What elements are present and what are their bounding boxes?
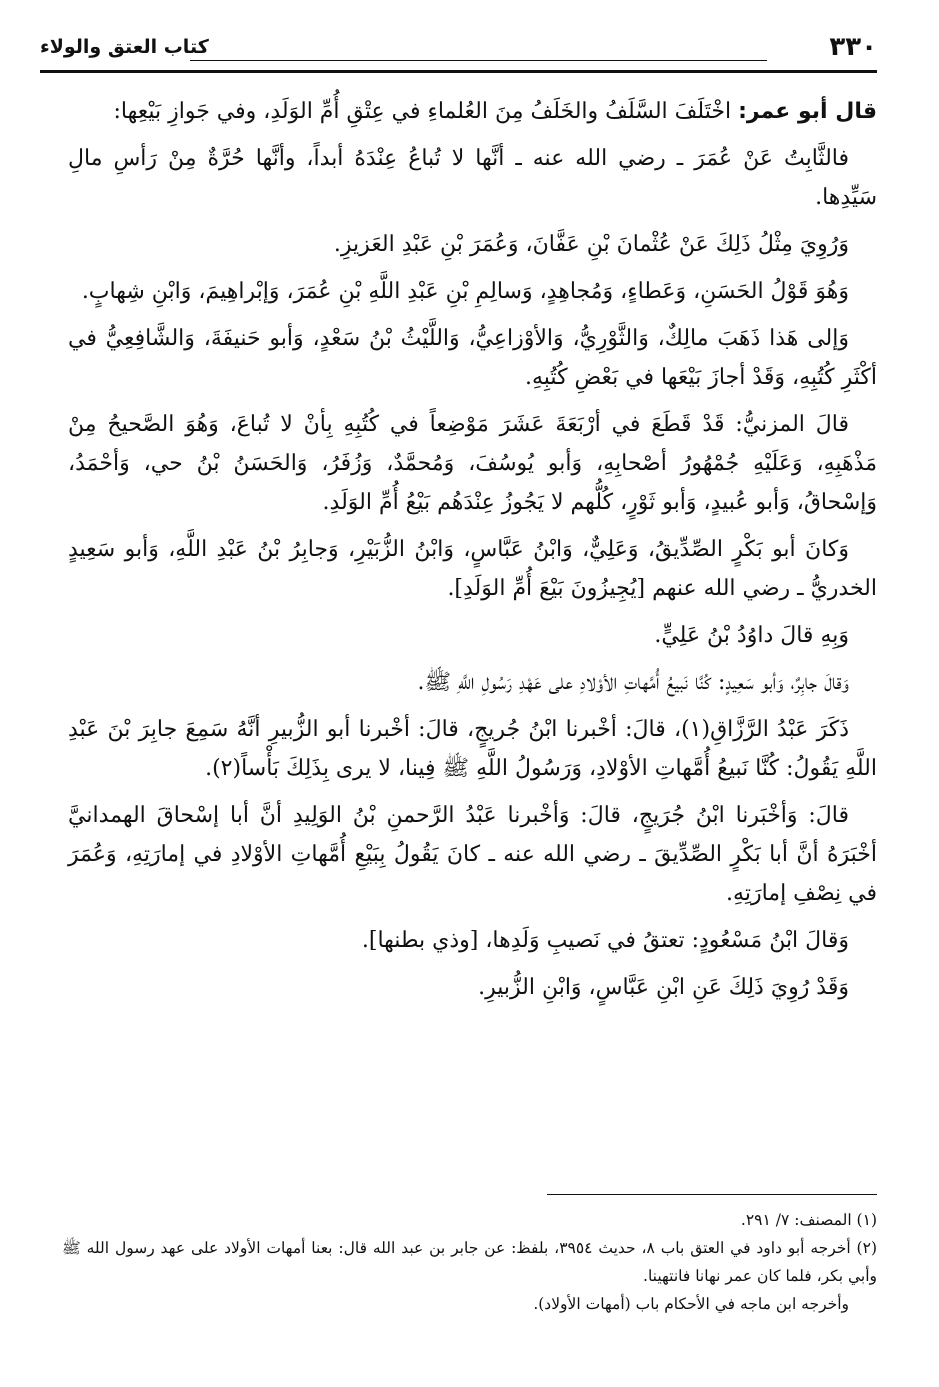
- paragraph-8: وَبِهِ قالَ داوُدُ بْنُ عَلِيٍّ.: [654, 623, 849, 648]
- footnote-2-continuation: وأخرجه ابن ماجه في الأحكام باب (أمهات الأولاد).: [533, 1295, 849, 1313]
- book-title: كتاب العتق والولاء: [40, 36, 209, 58]
- page-number: ٣٣٠: [829, 32, 877, 62]
- paragraph-7: وَكانَ أبو بَكْرٍ الصِّدِّيقُ، وَعَلِيٌّ، وَابْنُ عَبَّاسٍ، وَابْنُ الزُّبَيْرِ، وَجابِرُ بْنُ عَبْدِ اللَّهِ، وَأبو سَعِيدٍ الخدريُّ ـ رضي الله عنهم [يُجِيزُونَ بَيْعَ أُمِّ الوَلَدِ].: [68, 537, 877, 601]
- footnotes: [62, 1206, 877, 1318]
- page-header: [40, 30, 877, 73]
- paragraph-2: فالثَّابِتُ عَنْ عُمَرَ ـ رضي الله عنه ـ أنَّها لا تُباعُ عِنْدَهُ أبداً، وأنَّها حُرَّةٌ مِنْ رَأسِ مالِ سَيِّدِها.: [68, 146, 877, 210]
- paragraph-12: وَقالَ ابْنُ مَسْعُودٍ: تعتقُ في نَصيبِ وَلَدِها، [وذي بطنها].: [361, 928, 849, 953]
- header-rule: [190, 60, 767, 61]
- paragraph-9: وَقالَ جابِرٌ، وَأبو سَعِيدٍ: كُنَّا نَبيعُ أُمَّهاتِ الأوْلادِ على عَهْدِ رَسُولِ اللَّهِ ﷺ.: [417, 670, 849, 695]
- paragraph-4: وَهُوَ قَوْلُ الحَسَنِ، وَعَطاءٍ، وَمُجاهِدٍ، وَسالِمِ بْنِ عَبْدِ اللَّهِ بْنِ عُمَرَ، وَإبْراهِيمَ، وَابْنِ شِهابٍ.: [81, 279, 849, 304]
- main-text: [68, 92, 877, 1015]
- paragraph-5: وَإلى هَذا ذَهَبَ مالِكٌ، وَالثَّوْرِيُّ، وَالأوْزاعِيُّ، وَاللَّيْثُ بْنُ سَعْدٍ، وَأبو حَنيفَةَ، وَالشَّافِعِيُّ في أكْثَرِ كُتُبِهِ، وَقَدْ أجازَ بَيْعَها في بَعْضِ كُتُبِهِ.: [68, 326, 877, 390]
- paragraph-text: اخْتَلَفَ السَّلَفُ والخَلَفُ مِنَ العُلماءِ في عِتْقِ أُمِّ الوَلَدِ، وفي جَوازِ بَيْعِها:: [113, 99, 739, 124]
- paragraph-11: قالَ: وَأخْبَرنا ابْنُ جُرَيجٍ، قالَ: وَأخْبرنا عَبْدُ الرَّحمنِ بْنُ الوَلِيدِ أنَّ أبا إسْحاقَ الهمدانيَّ أخْبَرَهُ أنَّ أبا بَكْرٍ الصِّدِّيقَ ـ رضي الله عنه ـ كانَ يَقُولُ بِبَيْعِ أُمَّهاتِ الأوْلادِ في إمارَتِهِ، وَعُمَرَ في نِصْفِ إمارَتِهِ.: [68, 803, 877, 906]
- footnote-rule: [547, 1194, 877, 1195]
- paragraph-13: وَقَدْ رُوِيَ ذَلِكَ عَنِ ابْنِ عَبَّاسٍ، وَابْنِ الزُّبيرِ.: [478, 975, 849, 1000]
- paragraph-1: [68, 92, 877, 131]
- speaker-label: قال أبو عمر:: [738, 99, 877, 124]
- footnote-1: (١) المصنف: ٧/ ٢٩١.: [740, 1211, 877, 1229]
- paragraph-10: ذَكَرَ عَبْدُ الرَّزَّاقِ(١)، قالَ: أخْبرنا ابْنُ جُريجٍ، قالَ: أخْبرنا أبو الزُّبيرِ أنَّهُ سَمِعَ جابِرَ بْنَ عَبْدِ اللَّهِ يَقُولُ: كُنَّا نَبيعُ أُمَّهاتِ الأوْلادِ، وَرَسُولُ اللَّهِ ﷺ فِينا، لا يرى بِذَلِكَ بَأْساً(٢).: [68, 717, 877, 781]
- paragraph-3: وَرُوِيَ مِثْلُ ذَلِكَ عَنْ عُثْمانَ بْنِ عَفَّانَ، وَعُمَرَ بْنِ عَبْدِ العَزيزِ.: [333, 232, 849, 257]
- paragraph-6: قالَ المزنيُّ: قَدْ قَطَعَ في أرْبَعَةَ عَشَرَ مَوْضِعاً في كُتُبِهِ بِأنْ لا تُباعَ، وَهُوَ الصَّحيحُ مِنْ مَذْهَبِهِ، وَعَلَيْهِ جُمْهُورُ أصْحابِهِ، وَأبو يُوسُفَ، وَمُحمَّدٌ، وَزُفَرُ، وَالحَسَنُ بْنُ حي، وَأحْمَدُ، وَإسْحاقُ، وَأبو عُبيدٍ، وَأبو ثَوْرٍ، كُلُّهم لا يَجُوزُ عِنْدَهُم بَيْعُ أُمِّ الوَلَدِ.: [68, 412, 877, 515]
- footnote-2: (٢) أخرجه أبو داود في العتق باب ٨، حديث ٣٩٥٤، بلفظ: عن جابر بن عبد الله قال: بعنا أمهات الأولاد على عهد رسول الله ﷺ وأبي بكر، فلما كان عمر نهانا فانتهينا.: [62, 1239, 877, 1285]
